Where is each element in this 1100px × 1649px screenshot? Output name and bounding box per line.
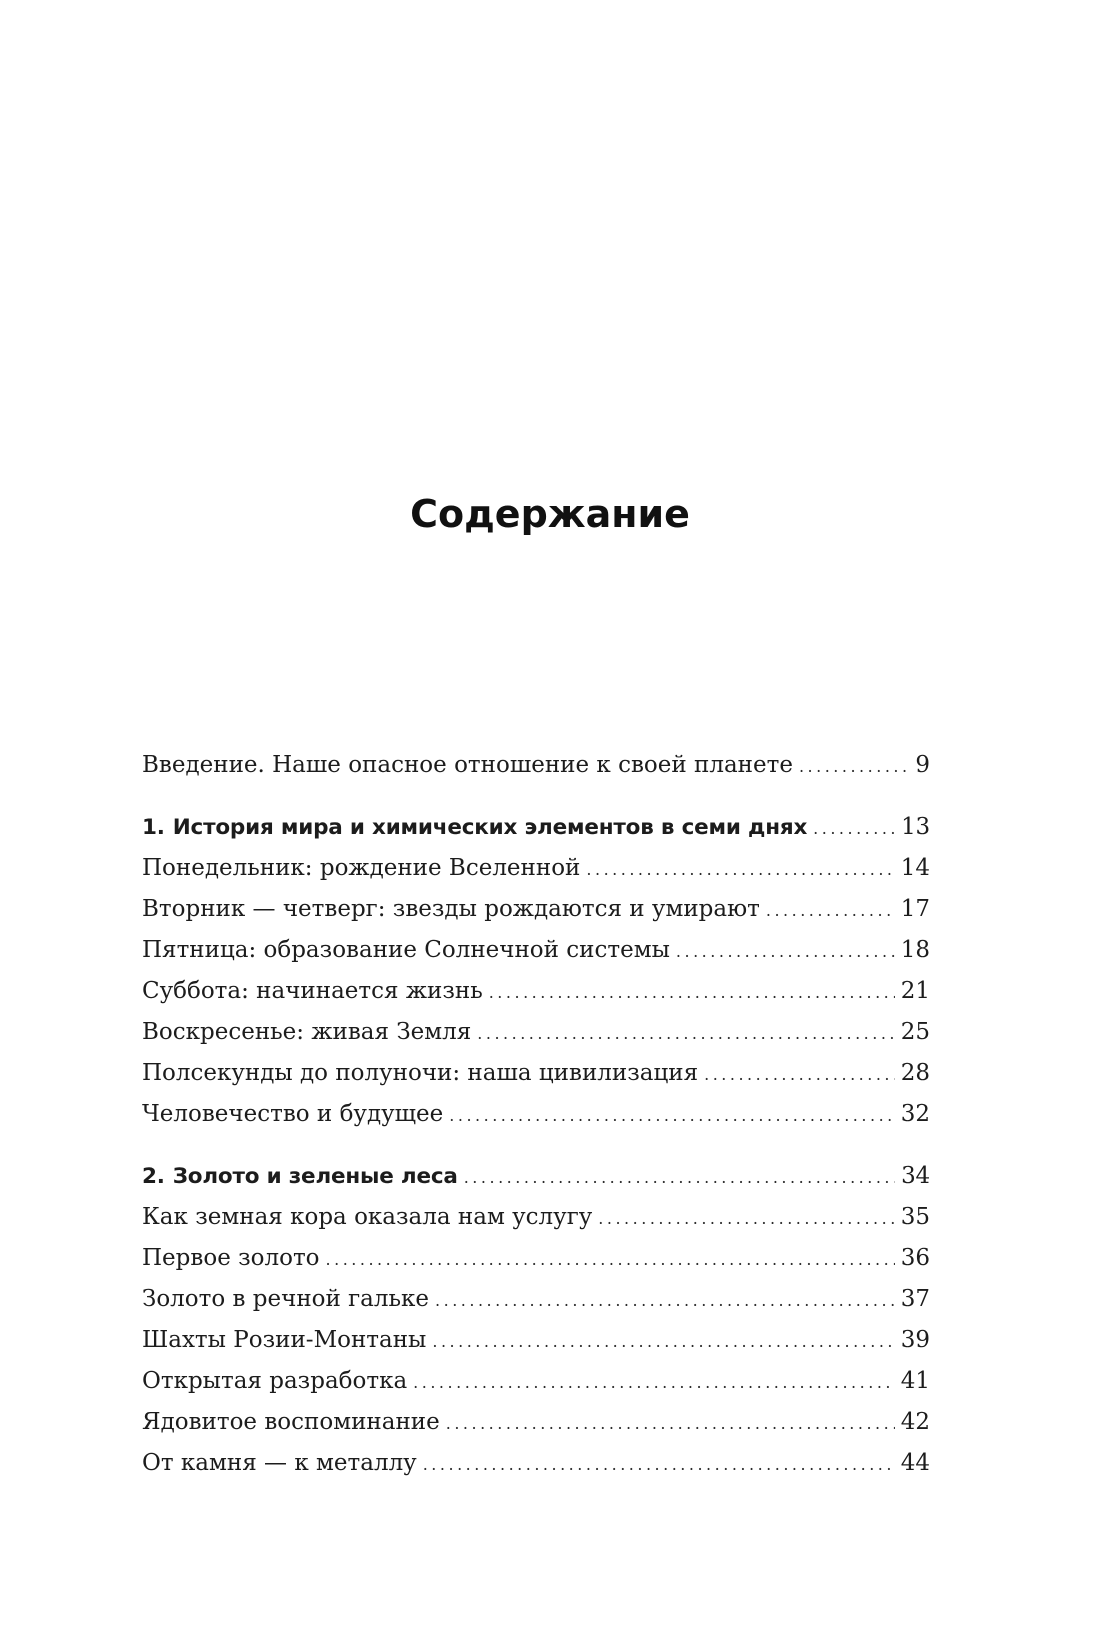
dot-leader	[704, 1065, 895, 1084]
toc-section	[142, 1368, 930, 1409]
toc-chapter-heading	[142, 815, 807, 840]
toc-section-label: Открытая разработка	[142, 1368, 408, 1394]
dot-leader	[477, 1024, 894, 1043]
toc-section-label: Шахты Розии-Монтаны	[142, 1327, 427, 1353]
toc-chapter-2	[142, 1163, 930, 1204]
toc-section-label: Вторник — четверг: звезды рождаются и умирают	[142, 896, 760, 922]
toc-page-number: 13	[901, 814, 930, 840]
chapter-title: Золото и зеленые леса	[172, 1164, 458, 1189]
toc-section-label: От камня — к металлу	[142, 1450, 417, 1476]
toc-section	[142, 1327, 930, 1368]
toc-section-label: Полсекунды до полуночи: наша цивилизация	[142, 1060, 699, 1086]
toc-section-label: Как земная кора оказала нам услугу	[142, 1204, 593, 1230]
toc-section-label: Первое золото	[142, 1245, 320, 1271]
toc-page-number: 18	[900, 937, 930, 963]
dot-leader	[449, 1106, 894, 1125]
toc-page-number: 17	[900, 896, 930, 922]
dot-leader	[813, 819, 895, 838]
chapter-number: 2.	[142, 1164, 165, 1189]
toc-chapter-1	[142, 814, 930, 855]
toc-page-number: 14	[900, 855, 930, 881]
dot-leader	[423, 1455, 895, 1474]
toc-section	[142, 1450, 930, 1491]
toc-page-number: 42	[900, 1409, 930, 1435]
dot-leader	[489, 983, 895, 1002]
toc-section-label: Пятница: образование Солнечной системы	[142, 937, 670, 963]
toc-page-number: 25	[900, 1019, 930, 1045]
toc-section	[142, 1409, 930, 1450]
dot-leader	[432, 1332, 894, 1351]
toc-page-number: 34	[901, 1163, 930, 1189]
toc-section	[142, 937, 930, 978]
toc-page-number: 39	[900, 1327, 930, 1353]
toc-page-number: 35	[900, 1204, 930, 1230]
toc-page-number: 32	[900, 1101, 930, 1127]
toc-section	[142, 1245, 930, 1286]
toc-section	[142, 1060, 930, 1101]
dot-leader	[598, 1209, 894, 1228]
dot-leader	[446, 1414, 895, 1433]
toc-section-label: Понедельник: рождение Вселенной	[142, 855, 581, 881]
toc-page-number: 44	[900, 1450, 930, 1476]
toc-section	[142, 1204, 930, 1245]
toc-section	[142, 1101, 930, 1142]
dot-leader	[435, 1291, 895, 1310]
toc-page-number: 28	[900, 1060, 930, 1086]
chapter-number: 1.	[142, 815, 165, 840]
dot-leader	[413, 1373, 895, 1392]
toc-chapter-heading	[142, 1164, 458, 1189]
dot-leader	[766, 901, 895, 920]
toc-page-number: 36	[900, 1245, 930, 1271]
dot-leader	[326, 1250, 895, 1269]
dot-leader	[799, 757, 909, 776]
toc-section-label: Суббота: начинается жизнь	[142, 978, 483, 1004]
toc-page-number: 37	[900, 1286, 930, 1312]
toc-section	[142, 855, 930, 896]
table-of-contents	[142, 752, 930, 1491]
toc-section	[142, 978, 930, 1019]
dot-leader	[676, 942, 895, 961]
toc-page-number: 21	[900, 978, 930, 1004]
toc-section	[142, 896, 930, 937]
toc-section	[142, 1286, 930, 1327]
toc-section-label: Воскресенье: живая Земля	[142, 1019, 472, 1045]
toc-section-label: Ядовитое воспоминание	[142, 1409, 440, 1435]
page-title: Содержание	[410, 492, 690, 536]
chapter-title: История мира и химических элементов в семи днях	[172, 815, 808, 840]
toc-entry-label: Введение. Наше опасное отношение к своей планете	[142, 752, 793, 778]
dot-leader	[464, 1168, 895, 1187]
toc-page-number: 41	[900, 1368, 930, 1394]
toc-section-label: Человечество и будущее	[142, 1101, 444, 1127]
toc-section	[142, 1019, 930, 1060]
toc-entry-introduction	[142, 752, 930, 793]
dot-leader	[586, 860, 894, 879]
toc-page-number: 9	[915, 752, 930, 778]
toc-section-label: Золото в речной гальке	[142, 1286, 430, 1312]
